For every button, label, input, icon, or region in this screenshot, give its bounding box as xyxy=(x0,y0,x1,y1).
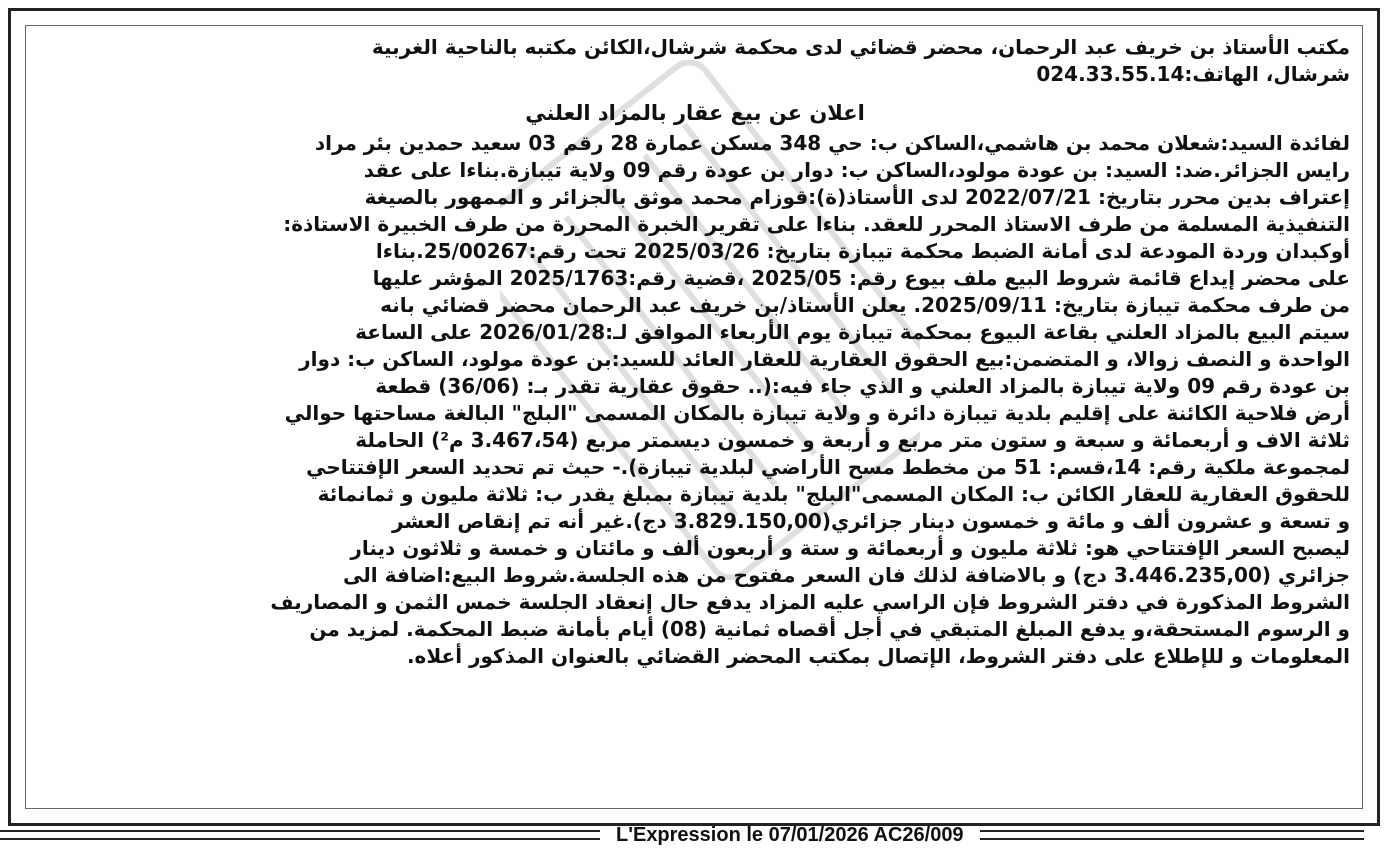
notice-body xyxy=(40,130,1350,670)
body-line: المعلومات و للإطلاع على دفتر الشروط، الإتصال بمكتب المحضر القضائي بالعنوان المذكور أعلاه. xyxy=(406,644,1350,668)
body-line: سيتم البيع بالمزاد العلني بقاعة البيوع بمحكمة تيبازة يوم الأربعاء الموافق لـ:2026/01/28 على الساعة xyxy=(355,320,1350,344)
body-line: بن عودة رقم 09 ولاية تيبازة بالمزاد العلني و الذي جاء فيه:(.. حقوق عقارية تقدر بـ: (36/06) قطعة xyxy=(375,374,1350,398)
body-line: ثلاثة الاف و أربعمائة و سبعة و ستون متر مربع و أربعة و خمسون ديسمتر مربع (3.467،54 م²) الحاملة xyxy=(355,428,1350,452)
body-line: الواحدة و النصف زوالا، و المتضمن:بيع الحقوق العقارية للعقار العائد للسيد:بن عودة مولود، الساكن ب: دوار xyxy=(299,347,1350,371)
body-line: الشروط المذكورة في دفتر الشروط فإن الراسي عليه المزاد يدفع حال إنعقاد الجلسة خمس الثمن و المصاريف xyxy=(270,590,1350,614)
header-line-office: مكتب الأستاذ بن خريف عبد الرحمان، محضر قضائي لدى محكمة شرشال،الكائن مكتبه بالناحية الغربية xyxy=(371,35,1350,59)
bailiff-header xyxy=(40,34,1350,88)
notice-content xyxy=(40,34,1350,670)
body-line: على محضر إيداع قائمة شروط البيع ملف بيوع رقم: 2025/05 ،قضية رقم:2025/1763 المؤشر عليها xyxy=(372,266,1350,290)
footer-rule-left xyxy=(0,830,600,840)
body-line: و الرسوم المستحقة،و يدفع المبلغ المتبقي في أجل أقصاه ثمانية (08) أيام بأمانة ضبط المحكمة. لمزيد من xyxy=(309,617,1350,641)
body-line: إعتراف بدين محرر بتاريخ: 2022/07/21 لدى الأستاذ(ة):قوزام محمد موثق بالجزائر و الممهور بالصيغة xyxy=(364,185,1350,209)
body-line: و تسعة و عشرون ألف و مائة و خمسون دينار جزائري(3.829.150,00 دج).غير أنه تم إنقاص العشر xyxy=(391,509,1350,533)
body-line: أرض فلاحية الكائنة على إقليم بلدية تيبازة دائرة و ولاية تيبازة بالمكان المسمى "البلج" البالغة مساحتها حوالي xyxy=(284,401,1350,425)
body-line: من طرف محكمة تيبازة بتاريخ: 2025/09/11. يعلن الأستاذ/بن خريف عبد الرحمان محضر قضائي بانه xyxy=(380,293,1350,317)
publication-footer xyxy=(0,820,1390,850)
body-line: أوكبدان وردة المودعة لدى أمانة الضبط محكمة تيبازة بتاريخ: 2025/03/26 تحت رقم:25/00267.بناءا xyxy=(375,239,1350,263)
publication-reference: L'Expression le 07/01/2026 AC26/009 xyxy=(616,823,964,846)
body-line: لفائدة السيد:شعلان محمد بن هاشمي،الساكن ب: حي 348 مسكن عمارة 28 رقم 03 سعيد حمدين بئر مراد xyxy=(314,131,1350,155)
body-line: جزائري (3.446.235,00 دج) و بالاضافة لذلك فان السعر مفتوح من هذه الجلسة.شروط البيع:اضافة الى xyxy=(343,563,1350,587)
body-line: التنفيذية المسلمة من طرف الاستاذ المحرر للعقد. بناءا على تقرير الخبرة المحررة من طرف الخبيرة الاستاذة: xyxy=(283,212,1350,236)
body-line: لمجموعة ملكية رقم: 14،قسم: 51 من مخطط مسح الأراضي لبلدية تيبازة).- حيث تم تحديد السعر الإفتتاحي xyxy=(306,455,1350,479)
footer-rule-right xyxy=(980,830,1364,840)
body-line: ليصبح السعر الإفتتاحي هو: ثلاثة مليون و أربعمائة و ستة و أربعون ألف و مائتان و خمسة و ثلاثون دينار xyxy=(350,536,1350,560)
body-line: للحقوق العقارية للعقار الكائن ب: المكان المسمى"البلج" بلدية تيبازة بمبلغ يقدر ب: ثلاثة مليون و ثمانمائة xyxy=(317,482,1350,506)
body-line: رايس الجزائر.ضد: السيد: بن عودة مولود،الساكن ب: دوار بن عودة رقم 09 ولاية تيبازة.بناءا على عقد xyxy=(363,158,1350,182)
header-line-phone: شرشال، الهاتف:024.33.55.14 xyxy=(1036,62,1350,86)
notice-title: اعلان عن بيع عقار بالمزاد العلني xyxy=(525,101,865,125)
